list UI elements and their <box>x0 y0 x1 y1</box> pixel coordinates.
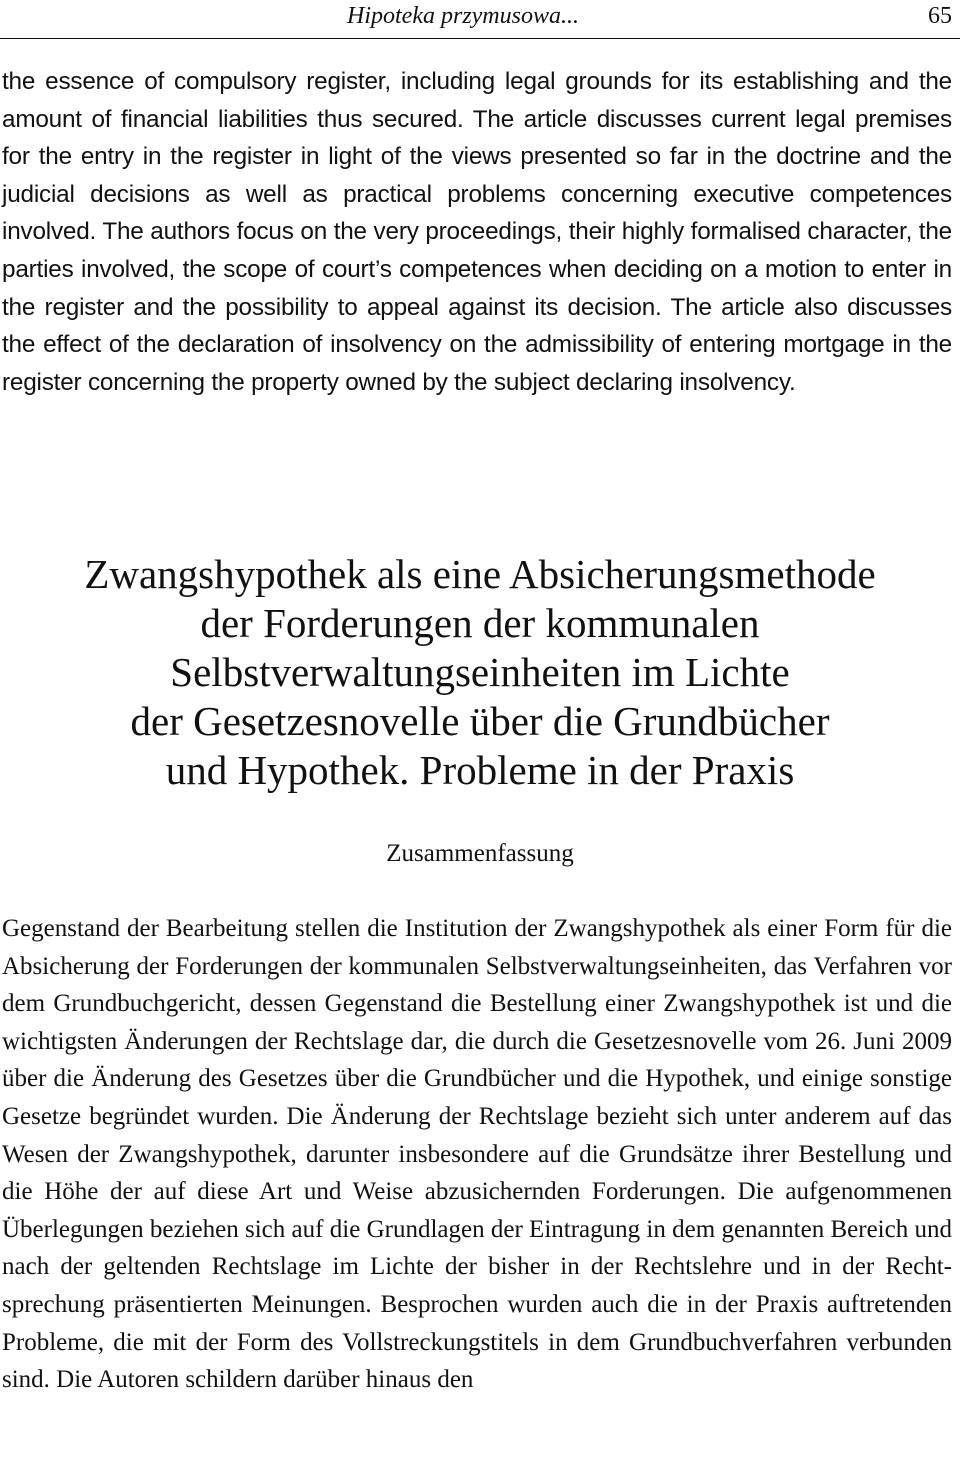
german-abstract-paragraph: Gegenstand der Bearbeitung stellen die Institution der Zwangshypothek als einer Form für die Absicherung der Forderungen der kommunalen Selbstverwaltungseinheiten, das Verfahren vor dem Grundbuchgericht, dessen Gegenstand die Bestellung einer Zwangshypothek ist und die wichtigsten Änderungen der Rechtslage dar, die durch die Gesetzesnovelle vom 26. Juni 2009 über die Änderung des Gesetzes über die Grundbücher und die Hypothek, und einige sonstige Gesetze begründet wurden. Die Änderung der Rechtslage bezieht sich unter anderem auf das Wesen der Zwangshypothek, darunter insbesondere auf die Grundsätze ihrer Bestellung und die Höhe der auf diese Art und Weise abzusichernden Forderungen. Die aufgenommenen Überlegungen beziehen sich auf die Grundlagen der Eintragung in dem genannten Bereich und nach der geltenden Rechtslage im Lichte der bisher in der Rechtslehre und in der Rechtsprechung präsentierten Meinungen. Besprochen wurden auch die in der Praxis auftretenden Probleme, die mit der Form des Vollstreckungstitels in dem Grundbuchverfahren verbunden sind. Die Autoren schildern darüber hinaus den <box>2 915 952 1394</box>
running-title: Hipoteka przymusowa... <box>347 3 579 29</box>
german-title-line: Zwangshypothek als eine Absicherungsmethode <box>84 551 876 597</box>
german-title-line: der Forderungen der kommunalen <box>200 600 760 646</box>
german-abstract <box>2 910 952 1399</box>
german-subtitle: Zusammenfassung <box>386 840 574 867</box>
english-abstract <box>2 63 952 401</box>
running-header <box>0 0 960 39</box>
german-title-line: der Gesetzesnovelle über die Grundbücher <box>130 698 830 744</box>
german-title <box>0 550 960 795</box>
english-abstract-paragraph: the essence of compulsory register, including legal grounds for its establishing and the amount of financial liabilities thus secured. The article discusses current legal premises for the entry in the register in light of the views presented so far in the doctrine and the judicial decisions as well as practical problems concerning executive competences involved. The authors focus on the very proceedings, their highly formalised character, the parties involved, the scope of court’s competences when deciding on a motion to enter in the register and the possibility to appeal against its decision. The article also discusses the effect of the declaration of insolvency on the admissibility of entering mortgage in the register concerning the property owned by the subject declaring insolvency. <box>2 68 952 396</box>
german-title-line: Selbstverwaltungseinheiten im Lichte <box>170 649 790 695</box>
german-title-line: und Hypothek. Probleme in der Praxis <box>165 747 795 793</box>
page-number: 65 <box>928 3 952 29</box>
